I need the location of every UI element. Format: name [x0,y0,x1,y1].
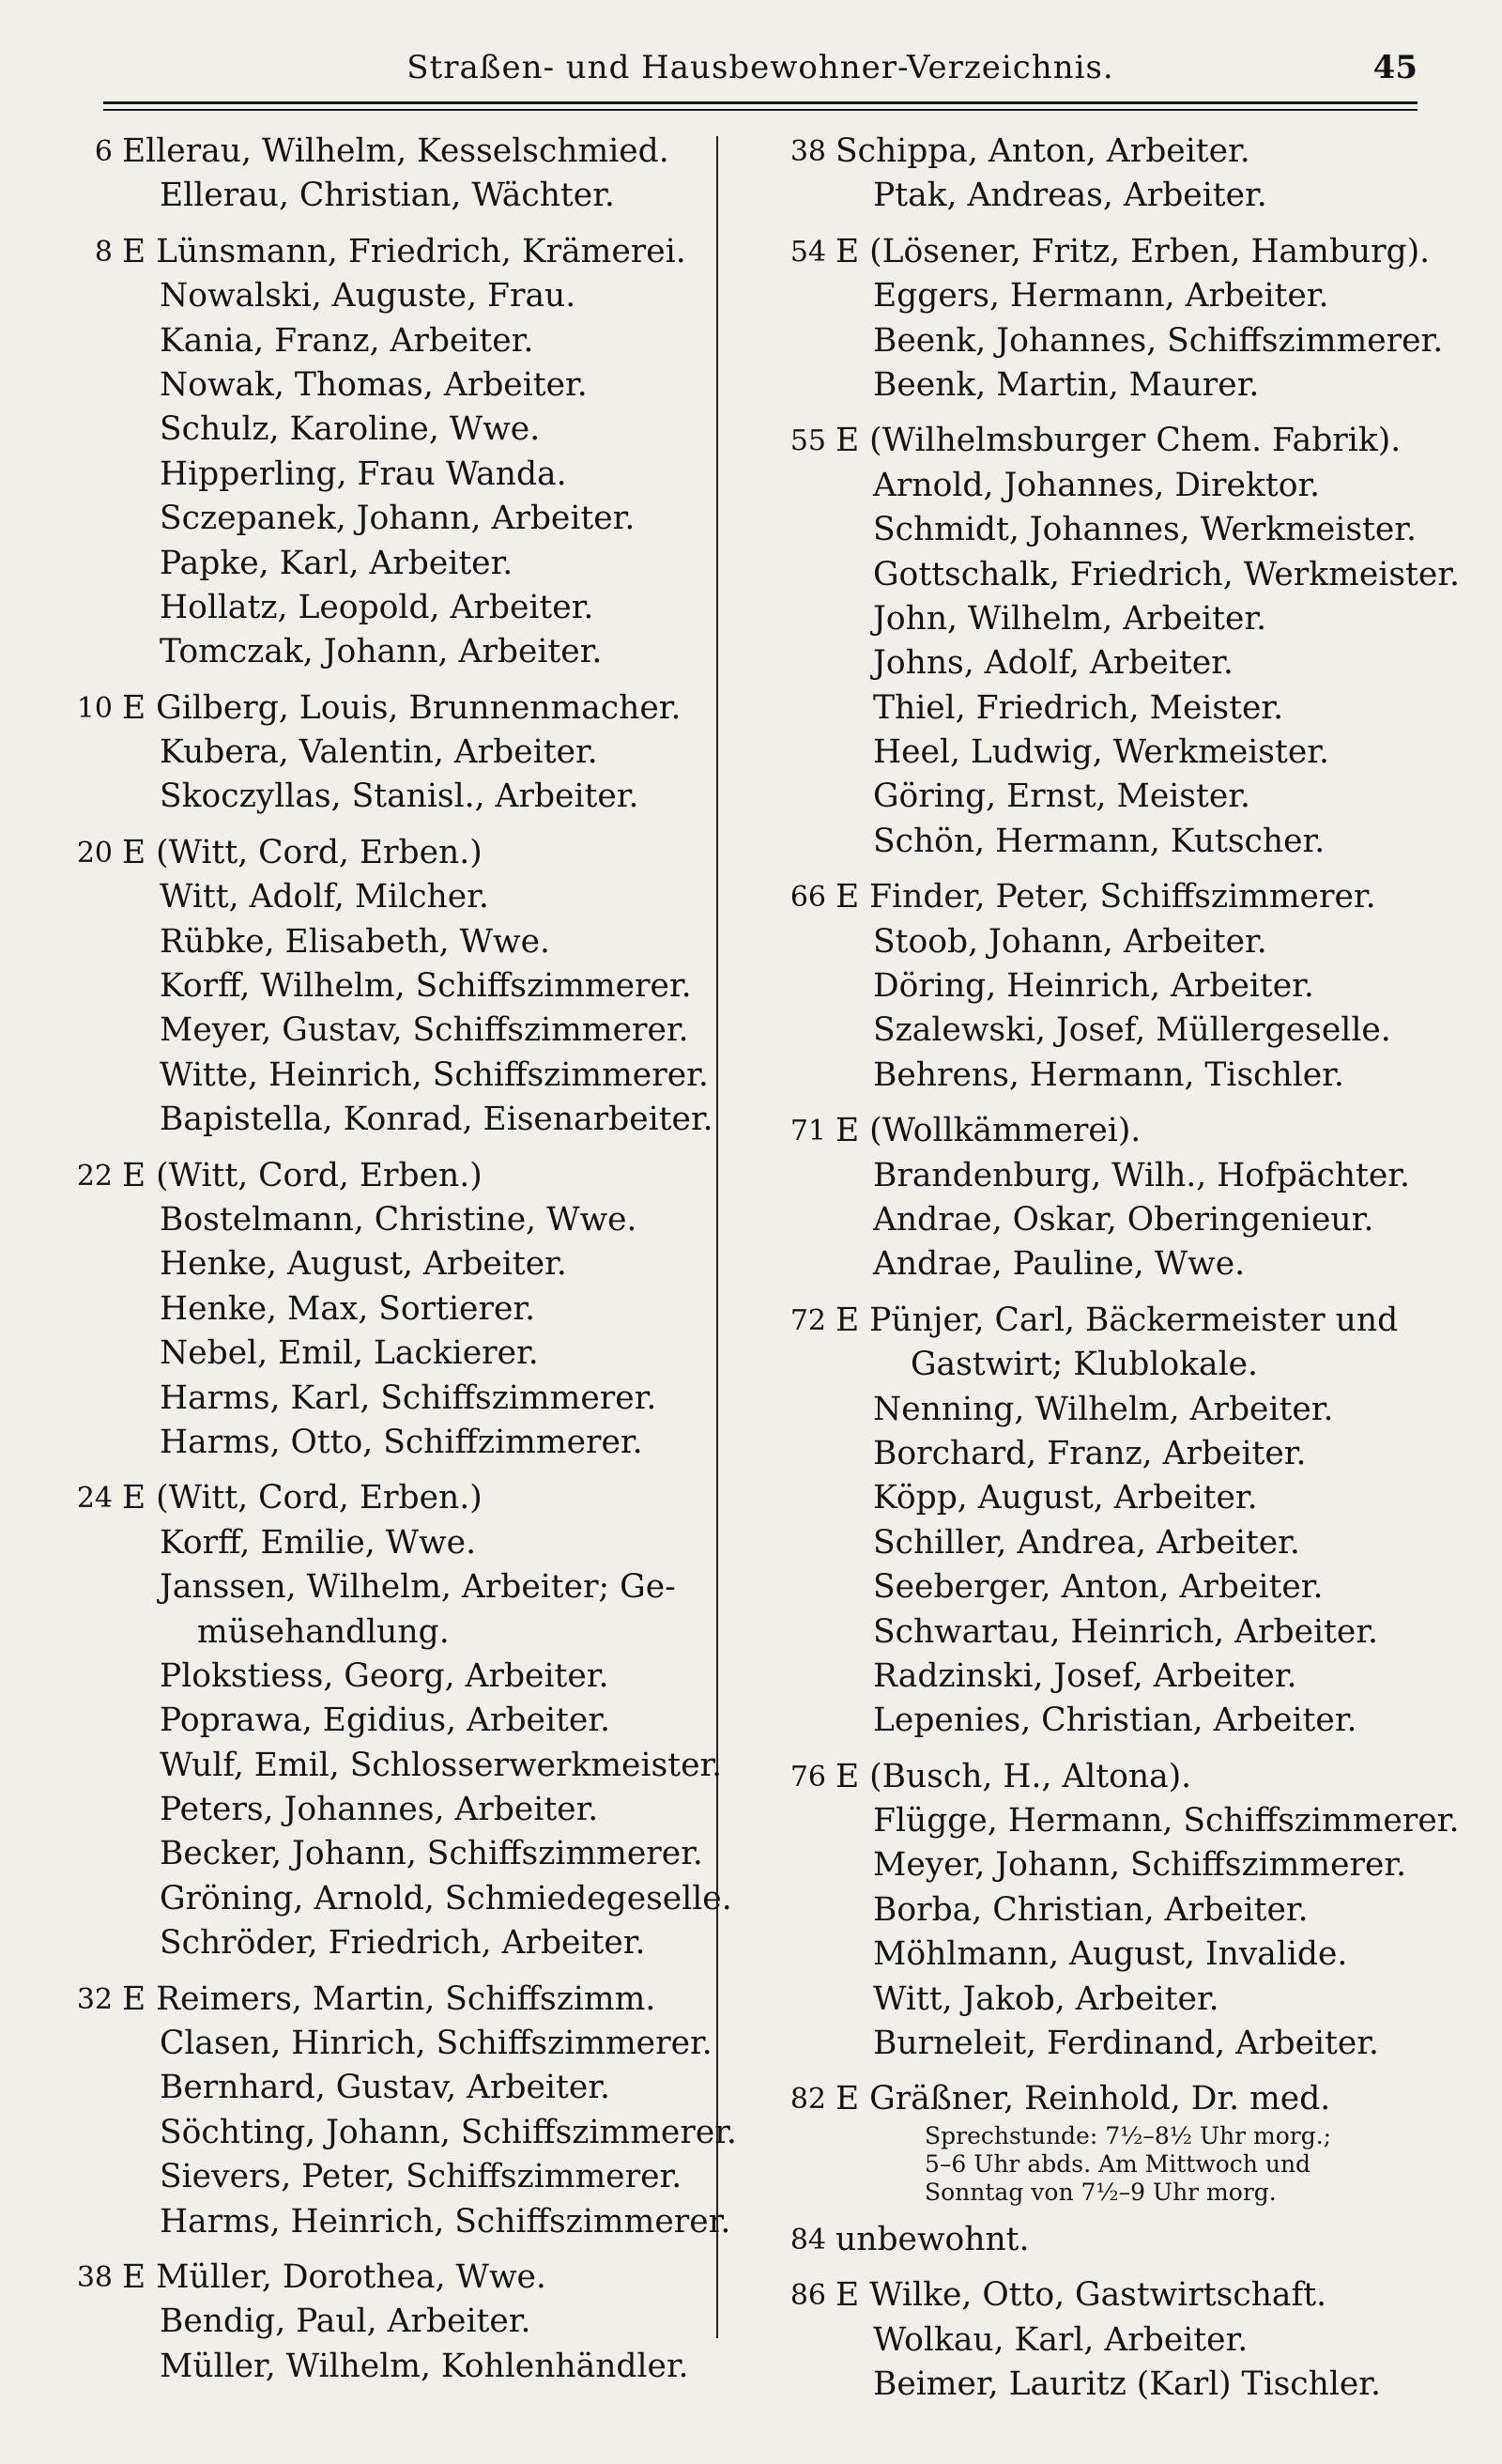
list-item [47,174,704,218]
resident-entry: Gastwirt; Klublokale. [911,1346,1259,1384]
list-item [47,1655,704,1699]
resident-entry: E Pünjer, Carl, Bäckermeister und [835,1301,1399,1339]
list-item [47,1154,704,1198]
list-item [760,1843,1493,1887]
list-item [760,731,1493,775]
list-item [760,1888,1493,1933]
list-item [47,453,704,497]
resident-entry: Hipperling, Frau Wanda. [160,454,567,493]
resident-entry: Eggers, Hermann, Arbeiter. [873,277,1329,316]
resident-entry: Schippa, Anton, Arbeiter. [835,132,1250,170]
entry-gap [760,2262,1493,2273]
resident-entry: Radzinski, Josef, Arbeiter. [873,1656,1297,1695]
list-item [760,686,1493,731]
resident-entry: Andrae, Oskar, Oberingenieur. [873,1200,1374,1239]
list-item [47,1242,704,1286]
resident-entry: Szalewski, Josef, Müllergeselle. [873,1011,1391,1050]
list-item [47,831,704,875]
house-number: 38 [789,135,826,168]
list-item [47,1377,704,1421]
list-item [47,1198,704,1242]
list-item [760,1755,1493,1799]
entry-gap [47,820,704,831]
list-item [760,920,1493,964]
resident-entry: müsehandlung. [197,1612,450,1651]
list-item [760,1476,1493,1520]
resident-entry: Meyer, Gustav, Schiffszimmerer. [160,1011,689,1050]
house-number: 10 [76,691,113,725]
resident-entry: Witt, Adolf, Milcher. [160,878,489,916]
list-item [760,964,1493,1009]
list-item [760,1978,1493,2022]
list-item [47,363,704,408]
list-item [760,1610,1493,1655]
resident-entry: Sprechstunde: 7½–8½ Uhr morg.; [925,2121,1332,2149]
resident-entry: Lepenies, Christian, Arbeiter. [873,1702,1357,1740]
list-item [760,1799,1493,1843]
list-item [760,2363,1493,2407]
resident-entry: Behrens, Hermann, Tischler. [873,1055,1344,1094]
list-item [760,2077,1493,2121]
house-number: 54 [789,235,826,269]
list-item [47,2111,737,2155]
resident-entry: Schiller, Andrea, Arbeiter. [873,1523,1300,1562]
resident-entry: Papke, Karl, Arbeiter. [160,544,513,582]
resident-entry: E Wilke, Otto, Gastwirtschaft. [835,2276,1327,2315]
list-item [47,1421,704,1465]
resident-entry: E Gilberg, Louis, Brunnenmacher. [122,688,682,727]
resident-entry: Gottschalk, Friedrich, Werkmeister. [873,555,1460,593]
list-item [47,542,704,586]
resident-entry: Borba, Christian, Arbeiter. [873,1890,1309,1929]
list-item [47,920,704,964]
list-item [47,775,704,819]
house-number: 71 [789,1115,826,1148]
entry-gap [47,675,704,686]
resident-entry: Bernhard, Gustav, Arbeiter. [160,2069,610,2107]
list-item [760,2179,1493,2207]
resident-entry: Harms, Otto, Schiffzimmerer. [160,1423,643,1461]
left-column [47,130,737,2389]
resident-entry: Beenk, Martin, Maurer. [873,365,1260,404]
list-item [47,274,704,318]
resident-entry: E (Lösener, Fritz, Erben, Hamburg). [835,232,1431,270]
resident-entry: John, Wilhelm, Arbeiter. [873,599,1267,638]
list-item [47,408,704,452]
resident-entry: Müller, Wilhelm, Kohlenhändler. [160,2347,689,2385]
resident-entry: Witt, Jakob, Arbeiter. [873,1979,1219,2018]
resident-entry: E (Witt, Cord, Erben.) [122,1156,483,1194]
entry-gap [47,2244,704,2256]
list-item [47,1978,704,2022]
page-title: Straßen- und Hausbewohner-Verzeichnis. [406,49,1114,86]
resident-entry: Becker, Johann, Schiffszimmerer. [160,1835,703,1873]
house-number: 55 [789,424,826,458]
house-number: 22 [76,1159,113,1193]
entry-gap [47,1966,704,1978]
entry-gap [760,2207,1493,2218]
resident-entry: E (Witt, Cord, Erben.) [122,1479,483,1517]
house-number: 38 [76,2260,113,2294]
entry-gap [760,864,1493,875]
right-column [760,130,1493,2407]
entry-gap [760,408,1493,419]
list-item [760,2022,1493,2066]
entry-gap [760,1098,1493,1109]
list-item [760,875,1493,919]
list-item [47,1521,704,1565]
header-rule-thin [103,109,1418,111]
list-item [760,1933,1493,1977]
resident-entry: Schön, Hermann, Kutscher. [873,822,1326,860]
list-item [760,2318,1493,2363]
resident-entry: Bostelmann, Christine, Wwe. [160,1200,637,1239]
list-item [760,1565,1493,1609]
list-item [47,2256,704,2300]
entry-gap [760,2066,1493,2077]
resident-entry: Meyer, Johann, Schiffszimmerer. [873,1846,1407,1885]
resident-entry: Kubera, Valentin, Arbeiter. [160,733,598,772]
house-number: 32 [76,1982,113,2016]
list-item [760,363,1493,408]
list-item [760,1198,1493,1242]
list-item [47,731,704,775]
list-item [47,1287,704,1332]
resident-entry: Köpp, August, Arbeiter. [873,1479,1258,1517]
list-item [47,1788,704,1832]
list-item [47,2066,704,2110]
house-number: 84 [789,2223,826,2256]
resident-entry: E (Wilhelmsburger Chem. Fabrik). [835,422,1402,460]
resident-entry: Janssen, Wilhelm, Arbeiter; Ge- [160,1568,676,1607]
list-item [47,1610,704,1655]
resident-entry: Schulz, Karoline, Wwe. [160,410,541,449]
list-item [47,1476,704,1520]
list-item [760,230,1493,274]
list-item [760,1154,1493,1198]
resident-entry: Möhlmann, August, Invalide. [873,1935,1348,1974]
resident-entry: Seeberger, Anton, Arbeiter. [873,1568,1324,1607]
list-item [47,630,704,674]
resident-entry: Göring, Ernst, Meister. [873,778,1250,816]
list-item [760,1655,1493,1699]
list-item [47,586,704,630]
resident-entry: Harms, Heinrich, Schiffszimmerer. [160,2202,731,2241]
list-item [47,686,704,731]
list-item [760,553,1493,597]
list-item [47,964,704,1009]
list-item [760,1109,1493,1153]
list-item [760,1299,1493,1343]
resident-entry: Brandenburg, Wilh., Hofpächter. [873,1156,1410,1194]
resident-entry: Henke, August, Arbeiter. [160,1245,567,1284]
list-item [47,2300,704,2344]
resident-entry: Skoczyllas, Stanisl., Arbeiter. [160,778,639,816]
resident-entry: Andrae, Pauline, Wwe. [873,1245,1246,1284]
list-item [760,130,1493,174]
resident-entry: 5–6 Uhr abds. Am Mittwoch und [925,2149,1311,2178]
house-number: 6 [94,135,113,168]
resident-entry: Nowak, Thomas, Arbeiter. [160,365,588,404]
resident-entry: Nebel, Emil, Lackierer. [160,1334,539,1373]
list-item [760,2273,1493,2318]
list-item [47,230,704,274]
column-divider [716,136,718,2338]
page-number: 45 [1372,49,1418,86]
list-item [760,641,1493,685]
list-item [47,1744,723,1788]
resident-entry: E Reimers, Martin, Schiffszimm. [122,1979,656,2018]
list-item [47,1009,704,1053]
resident-entry: Gröning, Arnold, Schmiedegeselle. [160,1879,732,1917]
list-item [760,597,1493,641]
resident-entry: E Gräßner, Reinhold, Dr. med. [835,2080,1331,2118]
entry-gap [47,1143,704,1154]
house-number: 86 [789,2279,826,2313]
list-item [47,1565,704,1609]
list-item [47,497,704,541]
resident-entry: E Müller, Dorothea, Wwe. [122,2257,546,2296]
resident-entry: Hollatz, Leopold, Arbeiter. [160,588,594,626]
list-item [760,1432,1493,1476]
list-item [47,130,704,174]
resident-entry: Döring, Heinrich, Arbeiter. [873,967,1314,1006]
resident-entry: Sonntag von 7½–9 Uhr morg. [925,2178,1277,2206]
list-item [47,1921,704,1965]
resident-entry: Harms, Karl, Schiffszimmerer. [160,1378,657,1417]
list-item [47,1332,704,1376]
resident-entry: Tomczak, Johann, Arbeiter. [160,633,603,671]
list-item [47,2022,713,2066]
list-item [47,1877,732,1921]
house-number: 20 [76,836,113,870]
resident-entry: E Lünsmann, Friedrich, Krämerei. [122,232,686,270]
list-item [47,2155,704,2199]
resident-entry: Nenning, Wilhelm, Arbeiter. [873,1390,1334,1428]
entry-gap [47,219,704,230]
entry-gap [47,1465,704,1476]
resident-entry: Borchard, Franz, Arbeiter. [873,1434,1307,1472]
resident-entry: Arnold, Johannes, Direktor. [873,466,1321,504]
resident-entry: Henke, Max, Sortierer. [160,1289,536,1328]
resident-entry: Ptak, Andreas, Arbeiter. [873,177,1267,215]
list-item [760,419,1493,463]
resident-entry: Sievers, Peter, Schiffszimmerer. [160,2158,682,2196]
resident-entry: Korff, Wilhelm, Schiffszimmerer. [160,967,692,1006]
list-item [760,2150,1493,2179]
resident-entry: Nowalski, Auguste, Frau. [160,277,576,316]
entry-gap [760,1287,1493,1299]
resident-entry: Wolkau, Karl, Arbeiter. [873,2320,1249,2359]
resident-entry: E (Busch, H., Altona). [835,1757,1192,1795]
resident-entry: Ellerau, Christian, Wächter. [160,177,615,215]
header-rule [103,101,1418,104]
resident-entry: Clasen, Hinrich, Schiffszimmerer. [160,2025,713,2063]
house-number: 72 [789,1303,826,1337]
resident-entry: Schröder, Friedrich, Arbeiter. [160,1924,646,1963]
resident-entry: E (Witt, Cord, Erben.) [122,833,483,871]
resident-entry: Rübke, Elisabeth, Wwe. [160,922,550,961]
resident-entry: Schwartau, Heinrich, Arbeiter. [873,1612,1379,1651]
entry-gap [760,219,1493,230]
resident-entry: Peters, Johannes, Arbeiter. [160,1791,599,1829]
resident-entry: Bapistella, Konrad, Eisenarbeiter. [160,1101,713,1139]
list-item [760,1054,1493,1098]
resident-entry: Korff, Emilie, Wwe. [160,1523,477,1562]
list-item [760,1521,1493,1565]
list-item [760,174,1493,218]
list-item [760,2122,1493,2150]
list-item [47,1054,709,1098]
list-item [760,319,1493,363]
list-item [47,2200,731,2244]
house-number: 8 [94,235,113,269]
resident-entry: Beimer, Lauritz (Karl) Tischler. [873,2364,1381,2403]
resident-entry: Burneleit, Ferdinand, Arbeiter. [873,2025,1379,2063]
house-number: 82 [789,2083,826,2117]
resident-entry: E (Wollkämmerei). [835,1112,1142,1150]
resident-entry: Johns, Adolf, Arbeiter. [873,644,1234,683]
list-item [760,1699,1493,1743]
list-item [47,1832,704,1876]
resident-entry: Thiel, Friedrich, Meister. [873,688,1284,727]
resident-entry: Witte, Heinrich, Schiffszimmerer. [160,1055,709,1094]
house-number: 76 [789,1760,826,1794]
list-item [760,1388,1493,1432]
list-item [760,1242,1493,1286]
entry-gap [760,1744,1493,1755]
page-header [103,49,1418,101]
resident-entry: unbewohnt. [835,2220,1030,2258]
list-item [760,274,1493,318]
list-item [47,875,704,919]
list-item [760,1009,1493,1053]
resident-entry: Sczepanek, Johann, Arbeiter. [160,500,636,538]
list-item [760,508,1493,552]
resident-entry: Wulf, Emil, Schlosserwerkmeister. [160,1746,723,1784]
resident-entry: E Finder, Peter, Schiffszimmerer. [835,878,1376,916]
resident-entry: Ellerau, Wilhelm, Kesselschmied. [122,132,669,170]
resident-entry: Plokstiess, Georg, Arbeiter. [160,1656,609,1695]
list-item [47,319,704,363]
resident-entry: Poprawa, Egidius, Arbeiter. [160,1702,610,1740]
resident-entry: Bendig, Paul, Arbeiter. [160,2302,531,2341]
resident-entry: Stoob, Johann, Arbeiter. [873,922,1267,961]
house-number: 66 [789,881,826,915]
resident-entry: Flügge, Hermann, Schiffszimmerer. [873,1802,1460,1840]
list-item [760,1343,1493,1387]
list-item [47,2345,704,2389]
list-item [760,464,1493,508]
list-item [760,775,1493,819]
resident-entry: Kania, Franz, Arbeiter. [160,321,534,360]
house-number: 24 [76,1482,113,1516]
list-item [760,2218,1493,2262]
resident-entry: Söchting, Johann, Schiffszimmerer. [160,2113,737,2151]
resident-entry: Schmidt, Johannes, Werkmeister. [873,511,1417,549]
list-item [47,1098,713,1142]
resident-entry: Beenk, Johannes, Schiffszimmerer. [873,321,1444,360]
list-item [760,820,1493,864]
resident-entry: Heel, Ludwig, Werkmeister. [873,733,1329,772]
list-item [47,1699,704,1743]
